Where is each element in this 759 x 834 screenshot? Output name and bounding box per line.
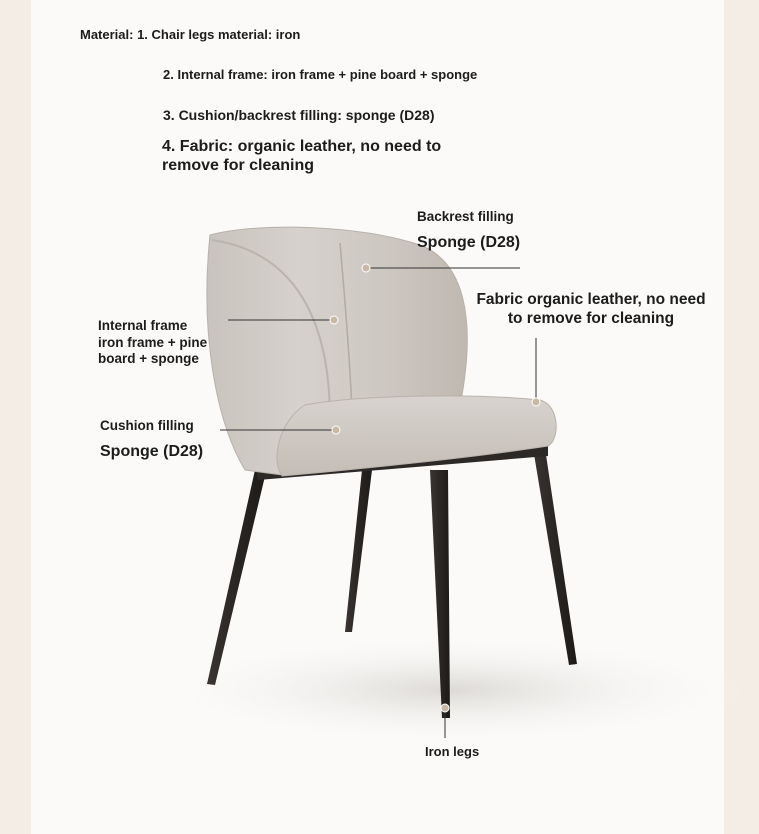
frame-callout-title: Internal frame [98,318,188,333]
spec-fabric: 4. Fabric: organic leather, no need to remove for cleaning [162,138,442,174]
spec-internal-frame: 2. Internal frame: iron frame + pine board + sponge [163,67,478,82]
fabric-callout-dot [532,398,540,406]
chair-leg-back-left [345,470,372,632]
legs-callout-text: Iron legs [425,744,480,759]
legs-callout-dot [441,704,449,712]
cushion-callout-title: Cushion filling [100,418,194,433]
backrest-callout-title: Backrest filling [417,209,514,224]
frame-callout-dot [330,316,338,324]
spec-filling: 3. Cushion/backrest filling: sponge (D28) [163,107,435,123]
chair-leg-front-right [533,448,577,665]
spec-material-legs: Material: 1. Chair legs material: iron [80,27,301,42]
cushion-callout-value: Sponge (D28) [100,443,204,460]
backrest-callout-dot [362,264,370,272]
fabric-callout-text: Fabric organic leather, no need to remove for cleaning [476,291,706,327]
cushion-callout-dot [332,426,340,434]
floor-shadow [150,635,750,745]
frame-callout-value: iron frame + pine board + sponge [98,335,208,366]
backrest-callout-value: Sponge (D28) [417,234,521,251]
